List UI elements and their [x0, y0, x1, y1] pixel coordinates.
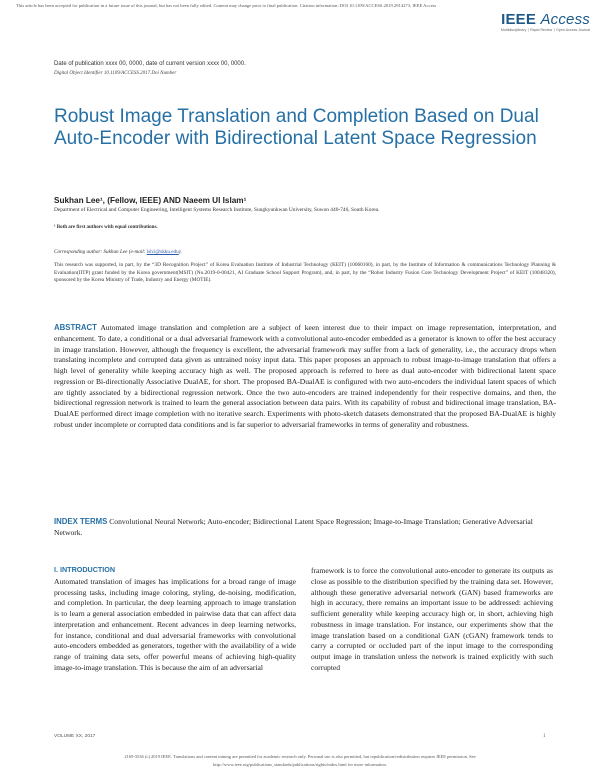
affiliation: Department of Electrical and Computer Engineering, Intelligent Systems Research Institute, Sungkyunkwan University, Suwon 440-746, South Korea. — [54, 207, 380, 213]
paper-title: Robust Image Translation and Completion Based on Dual Auto-Encoder with Bidirectional Latent Space Regression — [54, 106, 539, 149]
intro-right-text: framework is to force the convolutional auto-encoder to generate its outputs as close as possible to the distribution specified by the training data set. However, although these generative adversarial network (GAN) based frameworks are high in accuracy, there remains an important issue to be addressed: achieving sufficient generality while keeping accuracy high or, in short, achieving high robustness in image translation. For instance, our experiments show that the image translation based on a conditional GAN (cGAN) framework tends to carry a corrupted or occluded part of the input image to the corresponding output image in translation unless the network is trained explicitly with such corrupted — [311, 566, 553, 672]
logo-brand: IEEE — [501, 11, 537, 28]
affiliation-note: ¹ Both are first authors with equal contributions. — [54, 225, 158, 230]
abstract — [54, 323, 556, 431]
index-terms — [54, 517, 556, 539]
section-heading: I. INTRODUCTION — [54, 565, 116, 574]
index-terms-text: Convolutional Neural Network; Auto-encoder; Bidirectional Latent Space Regression; Image-to-Image Translation; Generative Adversarial Network. — [54, 517, 533, 537]
intro-left-text: Automated translation of images has implications for a broad range of image processing tasks, including image coloring, styling, de-noising, modification, and completion. In particular, the deep learning approach to image translation is to learn a general association embedded in pairwise data that can affect data interpretation and enhancement. Recent advances in deep learning networks, for instance, conditional and dual adversarial frameworks with convolutional auto-encoders embedded as generators, together with the availability of a wide range of training data sets, offer powerful means of achieving high-quality image-to-image translation. This is because the aim of an adversarial — [54, 576, 296, 672]
publication-notice: This article has been accepted for publication in a future issue of this journal, but has not been fully edited. Content may change prior to final publication. Citation information: DOI 10.1109/ACCESS.2019.2914273, IEEE Access — [16, 3, 437, 8]
doi-line: Digital Object Identifier 10.1109/ACCESS.2017.Doi Number — [54, 71, 177, 76]
abstract-text: Automated image translation and completion are a subject of keen interest due to their impact on image representation, interpretation, and enhancement. To date, a conditional or a dual adversarial framework with a convolutional auto-encoder embedded as a generator is known to offer the best accuracy in image translation. However, although the frequency is excellent, the adversarial framework may suffer from a lack of generality, i.e., the accuracy drops when translating incomplete and corrupted data given as untrained noisy input data. This paper proposes an approach to robust image-to-image translation that offers a high level of generality while keeping accuracy high as well. The proposed approach is referred to here as dual auto-encoder with bidirectional latent space regression or Bi-directionally Associative DualAE, for short. The proposed BA-DualAE is configured with two auto-encoders the individual latent spaces of which are tightly associated by a bidirectional regression network. Once the two auto-encoders are trained independently for their respective domains, and then, the bidirectional regression network is trained to learn the general association between data pairs. With its capability of robust and bidirectional image translation, BA-DualAE performed direct image completion with no iterative search. Experiments with photo-sketch datasets demonstrated that the proposed BA-DualAE is highly robust under incomplete or corrupted data conditions and is far superior to adversarial frameworks in terms of generality and robustness. — [54, 323, 556, 429]
logo-tagline: Multidisciplinary ∣ Rapid Review ∣ Open Access Journal — [500, 28, 590, 32]
author-list: Sukhan Lee¹, (Fellow, IEEE) AND Naeem Ul Islam¹ — [54, 196, 247, 205]
copyright-line-2[interactable]: http://www.ieee.org/publications_standards/publications/rights/index.html for more information. — [213, 761, 387, 767]
abstract-label: ABSTRACT — [54, 323, 97, 332]
funding-statement: This research was supported, in part, by the “3D Recognition Project” of Korea Evaluation Institute of Industrial Technology (KEIT) (10060160), in part, by the Institute of Information & communications Technology Planning & Evaluation(IITP) grant funded by the Korea government(MSIT) (No.2019-0-00421, AI Graduate School Support Program), and, in part, by the “Robot Industry Fusion Core Technology Development Project” of KEIT (10048320), sponsored by the Korea Ministry of Trade, Industry and Energy (MOTIE). — [54, 262, 556, 284]
copyright-line-1: 2169-3536 (c) 2019 IEEE. Translations and content mining are permitted for academic research only. Personal use is also permitted, but republication/redistribution requires IEEE permission. See — [124, 754, 476, 759]
corresponding-end: ). — [178, 249, 182, 255]
index-terms-label: INDEX TERMS — [54, 517, 108, 526]
corresponding-email-link[interactable]: lsh1@skku.edu — [146, 249, 179, 255]
corresponding-author — [54, 249, 182, 255]
logo-product: Access — [540, 11, 590, 28]
publication-date: Date of publication xxxx 00, 0000, date of current version xxxx 00, 0000. — [54, 61, 246, 67]
copyright-notice — [20, 753, 580, 768]
intro-left-column — [54, 565, 296, 674]
journal-logo — [501, 11, 590, 32]
corresponding-label: Corresponding author: Sukhan Lee (e-mail: — [54, 249, 147, 255]
footer-page-number: 1 — [543, 734, 546, 739]
footer-volume: VOLUME XX, 2017 — [54, 734, 96, 739]
intro-right-column — [311, 566, 553, 674]
